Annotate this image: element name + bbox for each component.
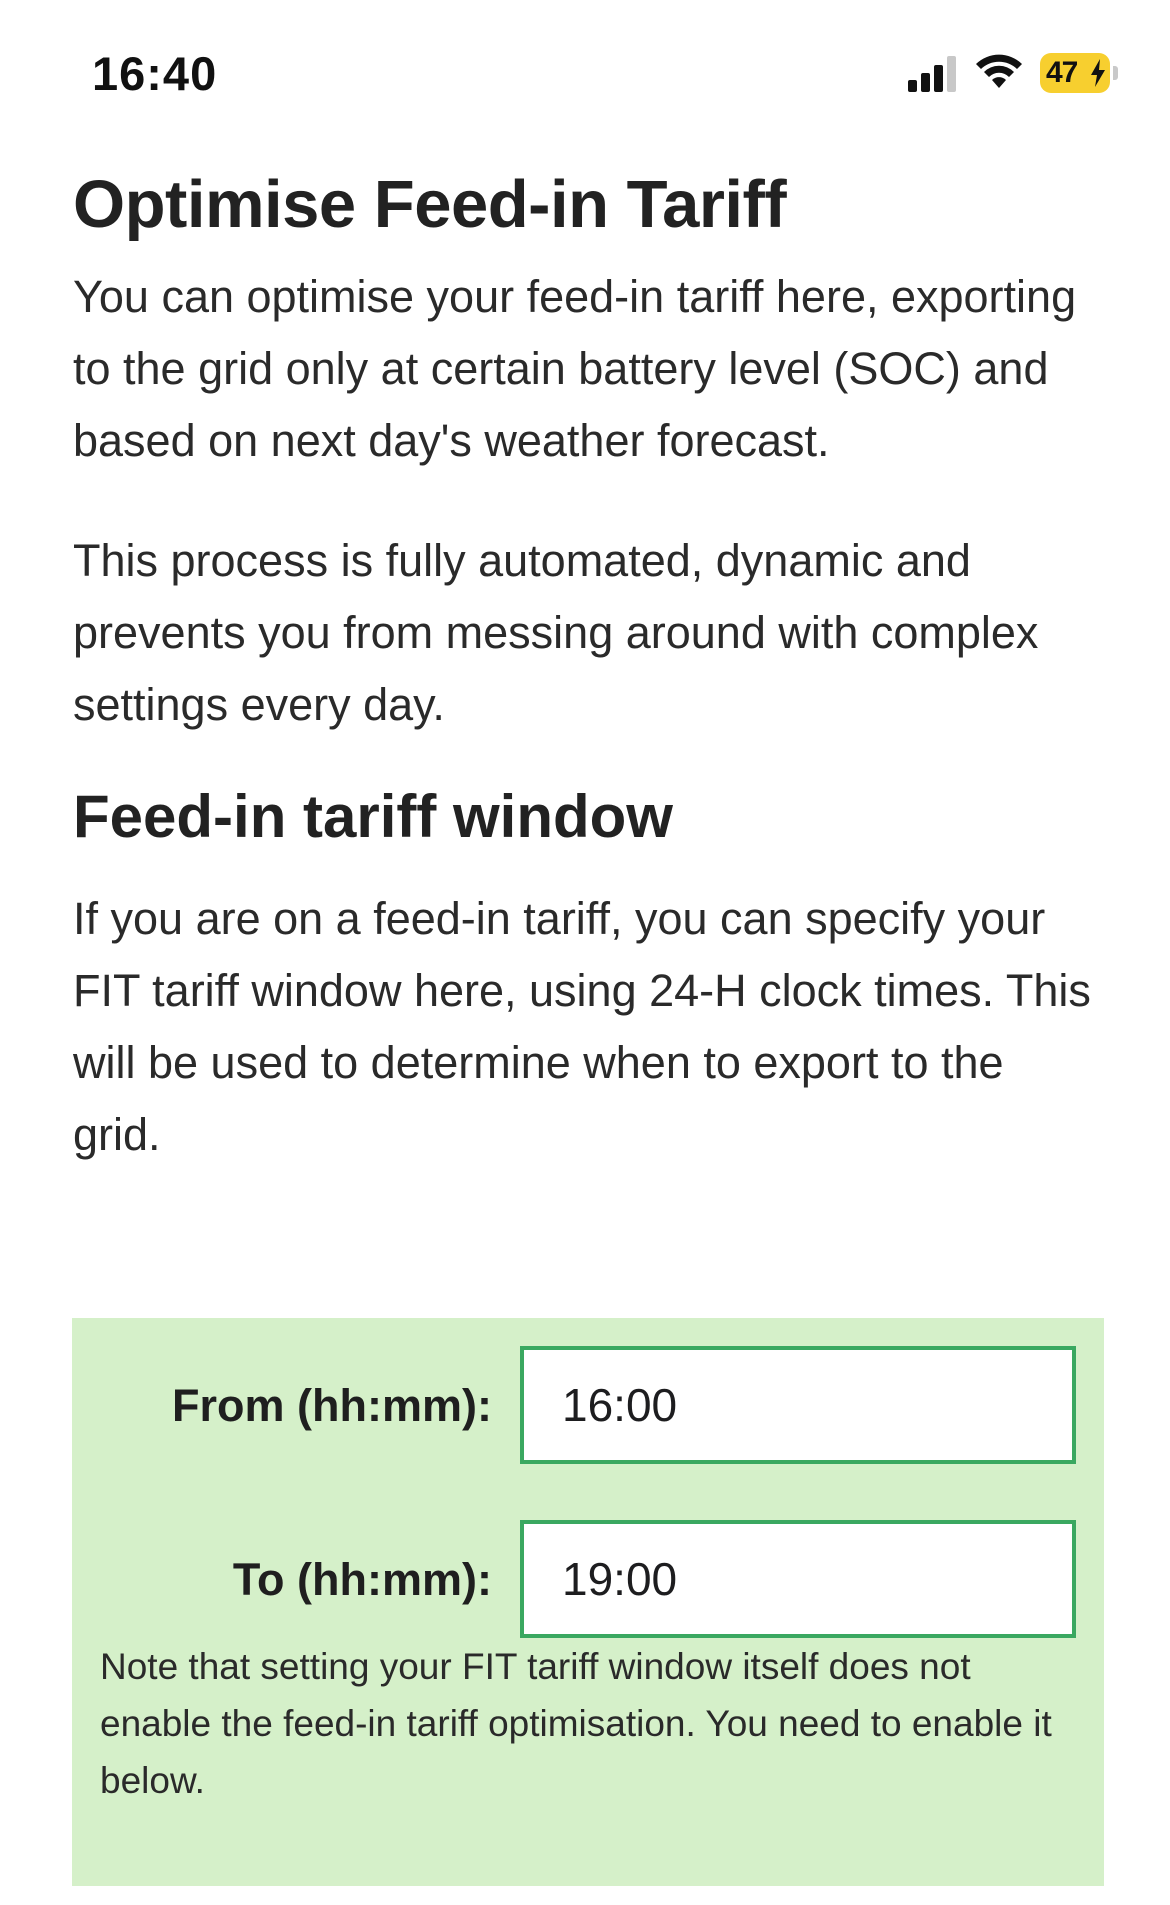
intro-paragraph: You can optimise your feed-in tariff here, exporting to the grid only at certain battery level (SOC) and based on next day's weather forecast. [73, 271, 1077, 466]
automation-paragraph: This process is fully automated, dynamic and prevents you from messing around with complex settings every day. [73, 535, 1039, 730]
battery-charging-icon [1040, 53, 1118, 93]
wifi-icon [974, 52, 1024, 92]
battery-level: 47 [1046, 56, 1078, 89]
to-time-input[interactable] [520, 1520, 1076, 1638]
fit-note: Note that setting your FIT tariff window itself does not enable the feed-in tariff optimisation. You need to enable it below. [100, 1646, 1052, 1801]
battery-tip [1113, 66, 1118, 80]
status-time: 16:40 [92, 47, 218, 100]
to-label: To (hh:mm): [232, 1554, 492, 1605]
fit-window-panel [72, 1318, 1104, 1886]
section-paragraph: If you are on a feed-in tariff, you can specify your FIT tariff window here, using 24-H clock times. This will be used to determine when to export to the grid. [73, 893, 1091, 1160]
section-title: Feed-in tariff window [73, 783, 673, 850]
bolt-icon [1090, 59, 1106, 87]
status-bar [0, 0, 1170, 150]
to-row [72, 1520, 1104, 1638]
page-title: Optimise Feed-in Tariff [73, 167, 787, 242]
signal-icon [908, 56, 962, 92]
main-content [73, 165, 1103, 1171]
from-row [72, 1346, 1104, 1464]
from-label: From (hh:mm): [172, 1380, 492, 1431]
from-time-input[interactable] [520, 1346, 1076, 1464]
